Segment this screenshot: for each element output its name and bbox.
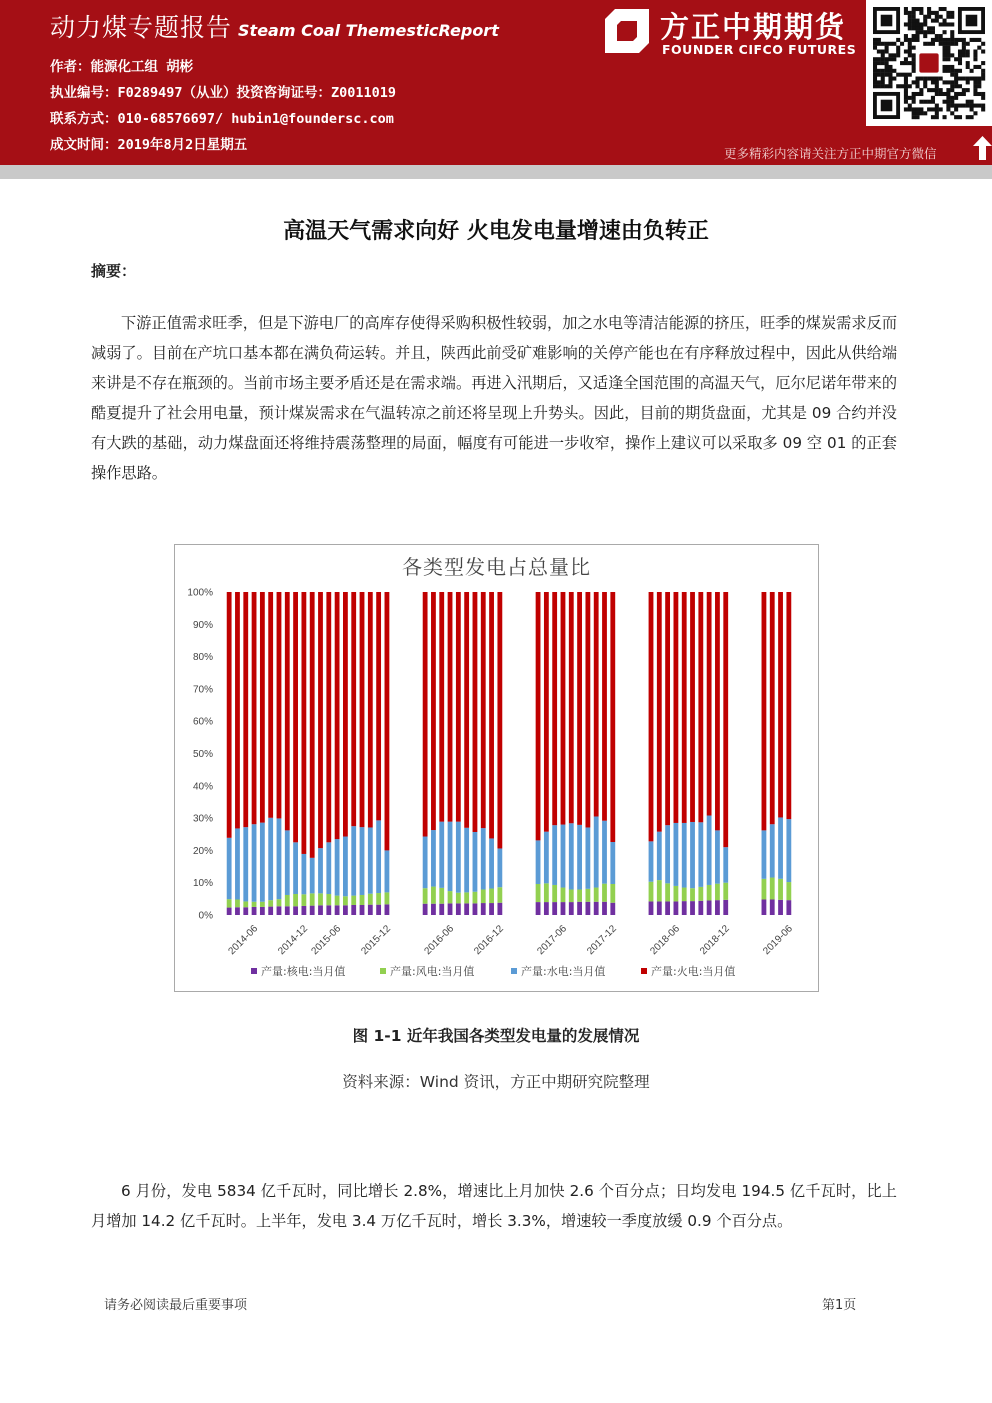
- bar-segment-nuclear: [448, 903, 453, 915]
- bar-segment-thermal: [293, 592, 298, 842]
- bar-segment-wind: [376, 893, 381, 905]
- bar-segment-wind: [489, 889, 494, 904]
- bar-segment-nuclear: [594, 902, 599, 915]
- bar-segment-thermal: [235, 592, 240, 828]
- bar-segment-thermal: [423, 592, 428, 837]
- bar-segment-nuclear: [610, 903, 615, 915]
- bar-segment-wind: [301, 894, 306, 906]
- legend-swatch: [641, 968, 647, 974]
- bar-segment-nuclear: [252, 907, 257, 915]
- bar-segment-nuclear: [561, 902, 566, 915]
- bar-segment-thermal: [569, 592, 574, 823]
- bar-segment-nuclear: [770, 899, 775, 915]
- bar-segment-thermal: [674, 592, 679, 823]
- bar-segment-wind: [762, 879, 767, 900]
- bar-segment-thermal: [552, 592, 557, 825]
- bar-segment-nuclear: [243, 907, 248, 915]
- bar-segment-hydro: [268, 818, 273, 900]
- bar-segment-thermal: [268, 592, 273, 818]
- bar-segment-nuclear: [431, 904, 436, 915]
- bar-segment-hydro: [544, 832, 549, 884]
- y-tick-label: 20%: [192, 845, 213, 857]
- bar-segment-nuclear: [464, 903, 469, 915]
- legend-label: 产量:核电:当月值: [261, 965, 346, 978]
- bar-segment-wind: [561, 888, 566, 903]
- bar-segment-thermal: [770, 592, 775, 824]
- bar-segment-hydro: [497, 848, 502, 887]
- bar-segment-thermal: [439, 592, 444, 822]
- bar-segment-thermal: [657, 592, 662, 832]
- bar-segment-thermal: [544, 592, 549, 832]
- bar-segment-hydro: [610, 842, 615, 884]
- bar-segment-thermal: [602, 592, 607, 821]
- x-tick-label: 2019-06: [761, 923, 795, 958]
- bar-segment-wind: [585, 889, 590, 902]
- bar-segment-wind: [778, 879, 783, 900]
- x-tick-label: 2014-12: [276, 923, 311, 958]
- bar-segment-wind: [252, 902, 257, 907]
- bar-segment-wind: [368, 894, 373, 905]
- bar-segment-wind: [343, 896, 348, 905]
- bar-segment-hydro: [243, 827, 248, 901]
- bar-segment-thermal: [698, 592, 703, 822]
- bar-segment-wind: [243, 901, 248, 907]
- bar-segment-wind: [698, 887, 703, 901]
- bar-segment-thermal: [690, 592, 695, 822]
- bar-segment-wind: [260, 902, 265, 907]
- bar-segment-wind: [326, 894, 331, 905]
- bar-segment-nuclear: [227, 908, 232, 915]
- bar-segment-thermal: [481, 592, 486, 828]
- bar-segment-thermal: [610, 592, 615, 842]
- bar-segment-wind: [351, 896, 356, 905]
- y-tick-label: 90%: [192, 619, 213, 631]
- bar-segment-wind: [770, 878, 775, 900]
- bar-segment-hydro: [335, 839, 340, 896]
- bar-segment-hydro: [376, 820, 381, 893]
- bar-segment-nuclear: [235, 907, 240, 915]
- bar-segment-wind: [423, 888, 428, 904]
- bar-segment-hydro: [569, 823, 574, 889]
- bar-segment-thermal: [536, 592, 541, 840]
- bar-segment-hydro: [285, 830, 290, 895]
- bar-segment-thermal: [707, 592, 712, 816]
- bar-segment-hydro: [536, 840, 541, 884]
- bar-segment-wind: [335, 896, 340, 906]
- bar-segment-thermal: [318, 592, 323, 848]
- figure-caption: 图 1-1 近年我国各类型发电量的发展情况: [352, 1027, 640, 1045]
- bar-segment-nuclear: [723, 900, 728, 915]
- bar-segment-wind: [536, 884, 541, 902]
- bar-segment-hydro: [585, 827, 590, 888]
- bar-segment-hydro: [723, 847, 728, 883]
- bar-segment-wind: [674, 886, 679, 902]
- chart-title: 各类型发电占总量比: [402, 555, 591, 579]
- bar-segment-thermal: [343, 592, 348, 837]
- chart-frame: [174, 544, 819, 992]
- bar-segment-hydro: [778, 817, 783, 878]
- bar-segment-thermal: [715, 592, 720, 830]
- bar-segment-nuclear: [268, 907, 273, 915]
- bar-segment-hydro: [448, 822, 453, 891]
- bar-segment-thermal: [335, 592, 340, 839]
- bar-segment-wind: [456, 893, 461, 904]
- bar-segment-hydro: [260, 823, 265, 902]
- power-generation-paragraph: 6 月份，发电 5834 亿千瓦时，同比增长 2.8%，增速比上月加快 2.6 个百分点；日均发电 194.5 亿千瓦时，比上月增加 14.2 亿千瓦时。上半年，发电 3.4 万亿千瓦时，增长 3.3%，增速较一季度放缓 0.9 个百分点。: [91, 1182, 897, 1230]
- bar-segment-thermal: [473, 592, 478, 832]
- bar-segment-hydro: [293, 842, 298, 894]
- bar-segment-nuclear: [326, 905, 331, 915]
- bar-segment-wind: [610, 884, 615, 903]
- author-line: 作者：能源化工组 胡彬: [50, 59, 194, 75]
- bar-segment-hydro: [456, 822, 461, 893]
- bar-segment-thermal: [489, 592, 494, 838]
- bar-segment-nuclear: [698, 901, 703, 915]
- bar-segment-thermal: [464, 592, 469, 828]
- bar-segment-wind: [481, 889, 486, 903]
- bar-segment-nuclear: [536, 902, 541, 915]
- x-tick-label: 2017-12: [585, 923, 619, 958]
- bar-segment-wind: [473, 892, 478, 904]
- bar-segment-thermal: [497, 592, 502, 848]
- bar-segment-nuclear: [569, 902, 574, 915]
- bar-segment-hydro: [682, 823, 687, 888]
- bar-segment-nuclear: [301, 906, 306, 915]
- bar-segment-wind: [497, 887, 502, 903]
- bar-segment-hydro: [698, 822, 703, 887]
- bar-segment-wind: [227, 899, 232, 907]
- bar-segment-wind: [723, 883, 728, 900]
- bar-segment-thermal: [649, 592, 654, 841]
- bar-segment-hydro: [439, 822, 444, 888]
- bar-segment-hydro: [481, 828, 486, 889]
- bar-segment-hydro: [326, 842, 331, 894]
- bar-segment-thermal: [301, 592, 306, 854]
- legend-swatch: [380, 968, 386, 974]
- bar-segment-nuclear: [707, 900, 712, 915]
- bar-segment-nuclear: [285, 906, 290, 915]
- bar-segment-hydro: [343, 837, 348, 897]
- bar-segment-hydro: [351, 826, 356, 895]
- bar-segment-thermal: [310, 592, 315, 858]
- company-name-en: FOUNDER CIFCO FUTURES: [662, 42, 857, 57]
- bar-segment-hydro: [577, 825, 582, 890]
- bar-segment-hydro: [301, 854, 306, 894]
- bar-segment-thermal: [351, 592, 356, 826]
- bar-segment-nuclear: [481, 903, 486, 915]
- bar-segment-wind: [318, 893, 323, 905]
- bar-segment-hydro: [770, 824, 775, 877]
- bar-segment-hydro: [649, 841, 654, 881]
- bar-segment-hydro: [423, 837, 428, 889]
- bar-segment-thermal: [385, 592, 390, 850]
- generation-share-chart: [175, 545, 818, 991]
- bar-segment-hydro: [674, 823, 679, 886]
- bar-segment-hydro: [431, 830, 436, 887]
- bar-segment-thermal: [285, 592, 290, 830]
- bar-segment-wind: [464, 892, 469, 903]
- bar-segment-nuclear: [376, 905, 381, 915]
- bar-segment-wind: [310, 893, 315, 905]
- bar-segment-hydro: [360, 827, 365, 895]
- bar-segment-thermal: [762, 592, 767, 830]
- bar-segment-wind: [707, 885, 712, 901]
- document-title: 高温天气需求向好 火电发电量增速由负转正: [283, 219, 709, 244]
- bar-segment-hydro: [464, 828, 469, 893]
- bar-segment-nuclear: [368, 905, 373, 915]
- follow-wechat-text: 更多精彩内容请关注方正中期官方微信: [724, 146, 937, 161]
- bar-segment-nuclear: [602, 902, 607, 915]
- bar-segment-nuclear: [778, 900, 783, 915]
- bar-segment-nuclear: [657, 901, 662, 915]
- y-tick-label: 60%: [192, 716, 213, 728]
- x-tick-label: 2015-12: [359, 923, 394, 958]
- company-logo-icon: [605, 9, 649, 53]
- figure-source: 资料来源：Wind 资讯，方正中期研究院整理: [342, 1073, 650, 1091]
- y-tick-label: 0%: [198, 910, 213, 922]
- bar-segment-hydro: [690, 822, 695, 888]
- bar-segment-wind: [649, 882, 654, 902]
- legend-swatch: [251, 968, 257, 974]
- bar-segment-hydro: [235, 828, 240, 899]
- bar-segment-hydro: [385, 850, 390, 892]
- bar-segment-nuclear: [335, 905, 340, 915]
- bar-segment-wind: [715, 884, 720, 900]
- bar-segment-nuclear: [489, 903, 494, 915]
- bar-segment-thermal: [227, 592, 232, 838]
- bar-segment-wind: [786, 882, 791, 900]
- bar-segment-thermal: [448, 592, 453, 822]
- bar-segment-wind: [569, 889, 574, 902]
- bar-segment-nuclear: [649, 901, 654, 915]
- bar-segment-nuclear: [351, 905, 356, 915]
- bar-segment-wind: [360, 895, 365, 905]
- bar-segment-thermal: [778, 592, 783, 817]
- license-line: 执业编号：F0289497（从业）投资咨询证号：Z0011019: [50, 85, 397, 101]
- bar-segment-hydro: [561, 825, 566, 888]
- bar-segment-thermal: [682, 592, 687, 823]
- bar-segment-nuclear: [423, 904, 428, 915]
- bar-segment-nuclear: [318, 905, 323, 915]
- contact-line: 联系方式：010-68576697/ hubin1@foundersc.com: [50, 111, 394, 127]
- bar-segment-wind: [544, 883, 549, 902]
- bar-segment-hydro: [786, 819, 791, 882]
- bar-segment-hydro: [715, 830, 720, 883]
- bar-segment-thermal: [243, 592, 248, 827]
- bar-segment-wind: [665, 883, 670, 901]
- x-tick-label: 2015-06: [309, 923, 344, 958]
- bar-segment-hydro: [473, 832, 478, 892]
- bar-segment-wind: [285, 895, 290, 906]
- x-tick-label: 2016-06: [422, 923, 457, 958]
- bar-segment-thermal: [260, 592, 265, 823]
- legend-label: 产量:风电:当月值: [390, 965, 475, 978]
- bar-segment-nuclear: [310, 906, 315, 915]
- bar-segment-nuclear: [690, 901, 695, 915]
- bar-segment-thermal: [594, 592, 599, 816]
- bar-segment-thermal: [665, 592, 670, 825]
- bar-segment-nuclear: [552, 902, 557, 915]
- bar-segment-thermal: [277, 592, 282, 818]
- bar-segment-wind: [385, 892, 390, 904]
- date-line: 成文时间：2019年8月2日星期五: [50, 137, 248, 153]
- legend-swatch: [511, 968, 517, 974]
- x-tick-label: 2018-12: [698, 923, 732, 958]
- bar-segment-nuclear: [360, 905, 365, 915]
- bar-segment-wind: [690, 888, 695, 901]
- bar-segment-nuclear: [473, 903, 478, 915]
- report-type-title: [50, 8, 499, 44]
- y-tick-label: 40%: [192, 781, 213, 793]
- bar-segment-nuclear: [585, 902, 590, 915]
- bar-segment-nuclear: [674, 901, 679, 915]
- report-type-title-en: Steam Coal ThemesticReport: [238, 21, 499, 40]
- bar-segment-wind: [235, 899, 240, 907]
- bar-segment-wind: [577, 889, 582, 901]
- y-tick-label: 30%: [192, 813, 213, 825]
- bar-segment-nuclear: [665, 901, 670, 915]
- bar-segment-thermal: [577, 592, 582, 825]
- y-tick-label: 10%: [192, 878, 213, 890]
- bar-segment-nuclear: [456, 903, 461, 915]
- bar-segment-thermal: [786, 592, 791, 819]
- bar-segment-nuclear: [544, 902, 549, 915]
- bar-segment-thermal: [456, 592, 461, 822]
- bar-segment-hydro: [552, 825, 557, 885]
- x-tick-label: 2016-12: [472, 923, 506, 958]
- bar-segment-wind: [602, 884, 607, 902]
- bar-segment-nuclear: [260, 907, 265, 915]
- bar-segment-hydro: [489, 838, 494, 888]
- bar-segment-hydro: [594, 816, 599, 887]
- bar-segment-hydro: [277, 818, 282, 899]
- y-tick-label: 50%: [192, 749, 213, 760]
- bar-segment-wind: [277, 899, 282, 906]
- bar-segment-wind: [439, 888, 444, 904]
- bar-segment-thermal: [561, 592, 566, 825]
- bar-segment-hydro: [657, 832, 662, 880]
- qr-code-icon: [866, 0, 992, 126]
- bar-segment-wind: [594, 888, 599, 902]
- bar-segment-hydro: [707, 816, 712, 885]
- bar-segment-thermal: [252, 592, 257, 824]
- y-tick-label: 100%: [187, 587, 213, 599]
- bar-segment-nuclear: [293, 906, 298, 915]
- bar-segment-nuclear: [715, 900, 720, 915]
- bar-segment-nuclear: [786, 900, 791, 915]
- bar-segment-hydro: [665, 825, 670, 883]
- bar-segment-thermal: [431, 592, 436, 830]
- bar-segment-nuclear: [277, 906, 282, 915]
- bar-segment-thermal: [326, 592, 331, 842]
- bar-segment-nuclear: [439, 904, 444, 915]
- bar-segment-hydro: [227, 838, 232, 899]
- bar-segment-hydro: [368, 827, 373, 893]
- company-name-cn: 方正中期期货: [660, 10, 847, 44]
- bar-segment-hydro: [252, 824, 257, 902]
- x-tick-label: 2018-06: [648, 923, 683, 958]
- bar-segment-wind: [552, 885, 557, 902]
- bar-segment-thermal: [376, 592, 381, 820]
- page-number: 第1页: [822, 1298, 857, 1313]
- legend-label: 产量:水电:当月值: [521, 965, 606, 978]
- bar-segment-nuclear: [343, 905, 348, 915]
- bar-segment-nuclear: [385, 904, 390, 915]
- x-tick-label: 2014-06: [226, 923, 261, 958]
- bar-segment-nuclear: [762, 899, 767, 915]
- bar-segment-wind: [268, 900, 273, 906]
- bar-segment-hydro: [318, 848, 323, 893]
- x-tick-label: 2017-06: [535, 923, 570, 958]
- bar-segment-hydro: [310, 858, 315, 894]
- y-tick-label: 70%: [192, 684, 213, 696]
- report-header: [0, 0, 992, 165]
- bar-segment-nuclear: [577, 902, 582, 915]
- bar-segment-wind: [293, 894, 298, 906]
- bar-segment-wind: [448, 891, 453, 903]
- legend-label: 产量:火电:当月值: [651, 965, 736, 978]
- up-arrow-icon: [973, 136, 992, 160]
- bar-segment-hydro: [762, 830, 767, 878]
- bar-segment-nuclear: [497, 903, 502, 915]
- bar-segment-thermal: [360, 592, 365, 827]
- bar-segment-thermal: [585, 592, 590, 827]
- header-divider: [0, 165, 992, 179]
- bar-segment-wind: [657, 880, 662, 901]
- bar-segment-thermal: [723, 592, 728, 847]
- footer-disclaimer: 请务必阅读最后重要事项: [104, 1298, 248, 1313]
- bar-segment-wind: [682, 888, 687, 902]
- abstract-label: 摘要：: [91, 262, 137, 280]
- report-type-title-cn: 动力煤专题报告: [50, 13, 233, 42]
- abstract-paragraph: 下游正值需求旺季，但是下游电厂的高库存使得采购积极性较弱，加之水电等清洁能源的挤压，旺季的煤炭需求反而减弱了。目前在产坑口基本都在满负荷运转。并且，陕西此前受矿难影响的关停产能也在有序释放过程中，因此从供给端来讲是不存在瓶颈的。当前市场主要矛盾还是在需求端。再进入汛期后，又适逢全国范围的高温天气，厄尔尼诺年带来的酷夏提升了社会用电量，预计煤炭需求在气温转凉之前还将呈现上升势头。因此，目前的期货盘面，尤其是 09 合约并没有大跌的基础，动力煤盘面还将维持震荡整理的局面，幅度有可能进一步收窄，操作上建议可以采取多 09 空 01 的正套操作思路。: [91, 314, 897, 482]
- bar-segment-wind: [431, 887, 436, 904]
- bar-segment-thermal: [368, 592, 373, 827]
- bar-segment-nuclear: [682, 901, 687, 915]
- y-tick-label: 80%: [192, 652, 213, 664]
- bar-segment-hydro: [602, 821, 607, 884]
